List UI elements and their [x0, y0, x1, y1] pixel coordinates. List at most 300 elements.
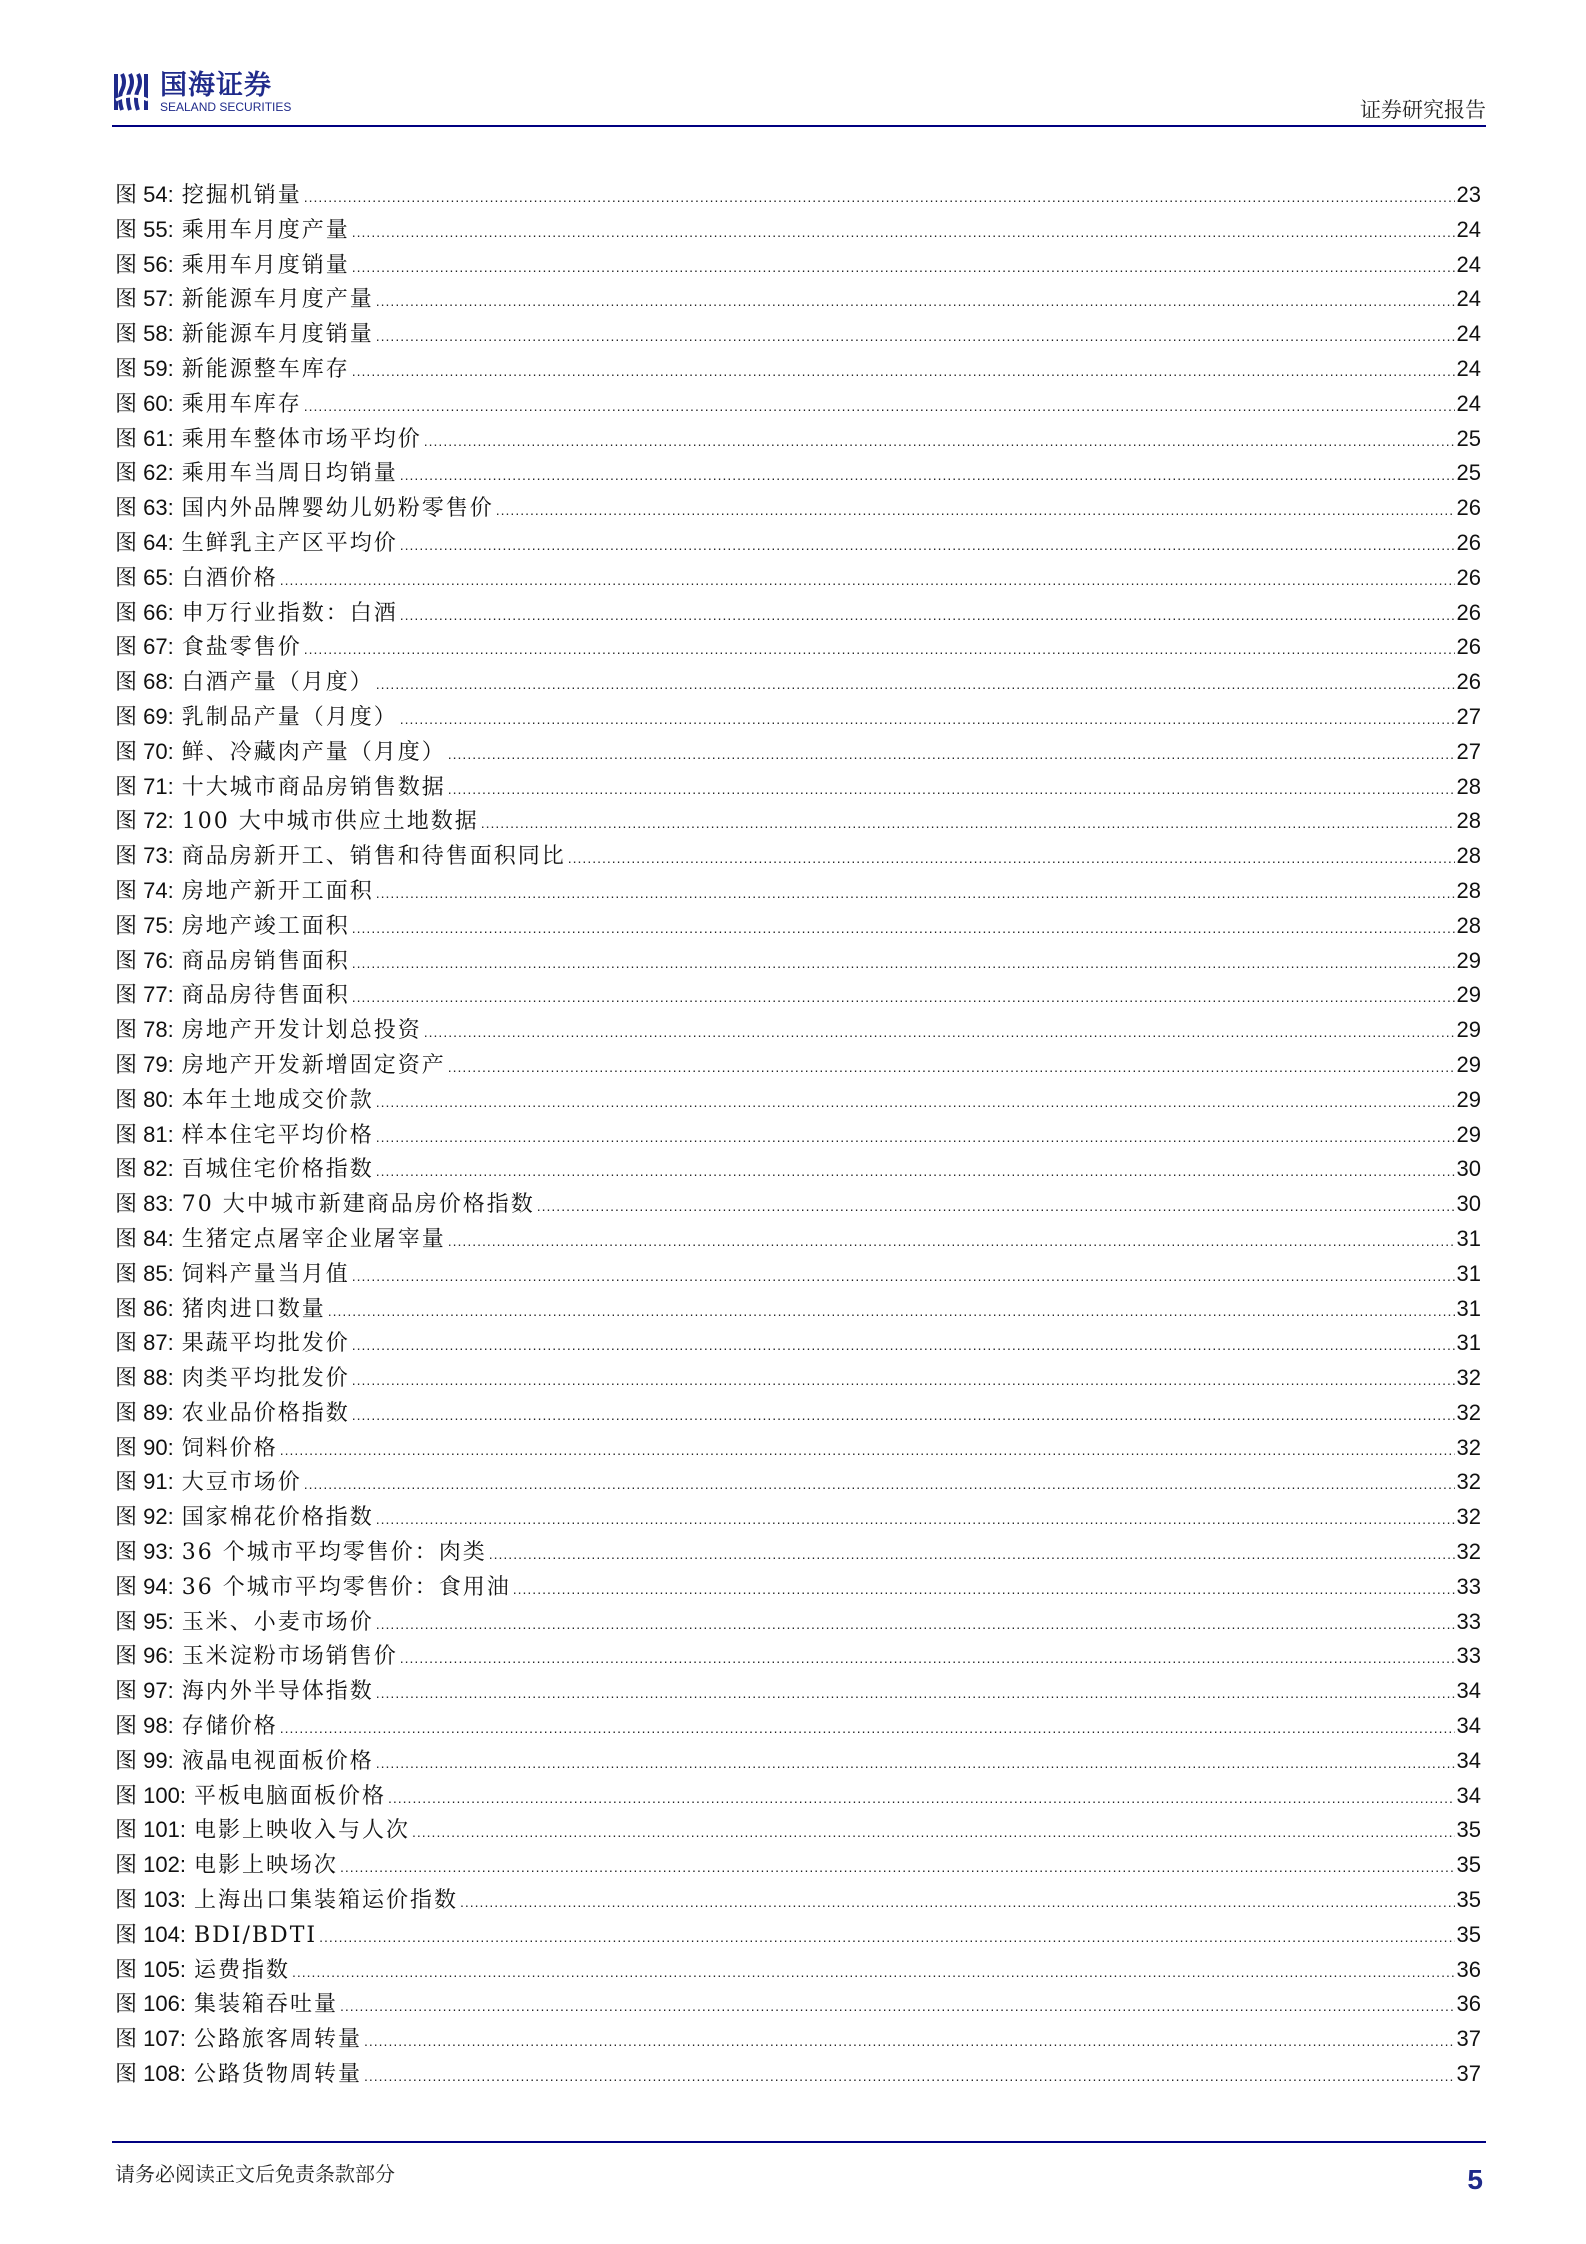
- dot-leader: [388, 1781, 1455, 1816]
- dot-leader: [400, 528, 1455, 563]
- dot-leader: [481, 806, 1455, 841]
- dot-leader: [376, 876, 1455, 911]
- figure-label: 图 97:: [115, 1678, 174, 1705]
- page-ref: 35: [1456, 1817, 1481, 1843]
- figure-number: 63: [143, 495, 168, 521]
- toc-entry[interactable]: [115, 1883, 1481, 1918]
- toc-entry[interactable]: [115, 874, 1481, 909]
- figure-title: 饲料产量当月值: [181, 1261, 350, 1287]
- figure-title: 国内外品牌婴幼儿奶粉零售价: [181, 496, 494, 522]
- figure-prefix: 图: [115, 1192, 138, 1218]
- page-ref: 30: [1456, 1156, 1481, 1182]
- page-ref: 28: [1456, 843, 1481, 869]
- page-ref: 28: [1456, 808, 1481, 834]
- figure-title: 玉米淀粉市场销售价: [181, 1644, 398, 1670]
- page-number: 5: [1467, 2164, 1483, 2195]
- page-ref: 24: [1456, 321, 1481, 347]
- figure-title: 白酒产量（月度）: [181, 670, 374, 696]
- figure-label: 图 73:: [115, 843, 174, 870]
- figure-label: 图 86:: [115, 1295, 174, 1322]
- dot-leader: [424, 1015, 1455, 1050]
- dot-leader: [280, 563, 1455, 598]
- figure-label: 图 78:: [115, 1017, 174, 1044]
- figure-prefix: 图: [115, 1470, 138, 1496]
- figure-prefix: 图: [115, 530, 138, 556]
- page-ref: 26: [1456, 634, 1481, 660]
- figure-title: 肉类平均批发价: [181, 1366, 350, 1392]
- toc-entry[interactable]: [115, 1048, 1481, 1083]
- figure-prefix: 图: [115, 1922, 138, 1948]
- figure-label: 图 76:: [115, 947, 174, 974]
- toc-entry[interactable]: [115, 770, 1481, 805]
- dot-leader: [568, 841, 1455, 876]
- toc-entry[interactable]: [115, 1848, 1481, 1883]
- figure-number: 89: [143, 1399, 168, 1425]
- dot-leader: [376, 1154, 1455, 1189]
- figure-number: 66: [143, 599, 168, 625]
- figure-number: 71: [143, 773, 168, 799]
- toc-entry[interactable]: [115, 1187, 1481, 1222]
- figure-number: 105: [143, 1956, 180, 1982]
- figure-prefix: 图: [115, 1122, 138, 1148]
- toc-entry[interactable]: [115, 1709, 1481, 1744]
- figure-title: 上海出口集装箱运价指数: [193, 1888, 458, 1914]
- toc-entry[interactable]: [115, 1222, 1481, 1257]
- figure-label: 图 74:: [115, 877, 174, 904]
- figure-label: 图 98:: [115, 1713, 174, 1740]
- figure-label: 图 72:: [115, 808, 174, 835]
- figure-title: 饲料价格: [181, 1435, 278, 1461]
- figure-number: 58: [143, 321, 168, 347]
- figure-prefix: 图: [115, 461, 138, 487]
- figure-title: 平板电脑面板价格: [193, 1783, 386, 1809]
- figure-label: 图 102:: [115, 1852, 186, 1879]
- figure-title: 白酒价格: [181, 565, 278, 591]
- figure-prefix: 图: [115, 2027, 138, 2053]
- page-ref: 29: [1456, 947, 1481, 973]
- dot-leader: [352, 946, 1455, 981]
- toc-entry[interactable]: [115, 1292, 1481, 1327]
- dot-leader: [460, 1885, 1455, 1920]
- figure-label: 图 59:: [115, 355, 174, 382]
- figure-number: 98: [143, 1713, 168, 1739]
- figure-label: 图 70:: [115, 738, 174, 765]
- figure-table-of-contents: [115, 178, 1481, 2092]
- toc-entry[interactable]: [115, 213, 1481, 248]
- figure-number: 104: [143, 1921, 180, 1947]
- figure-label: 图 93:: [115, 1539, 174, 1566]
- page-ref: 29: [1456, 1051, 1481, 1077]
- figure-prefix: 图: [115, 844, 138, 870]
- logo-chinese-name: 国海证券: [160, 70, 272, 100]
- figure-prefix: 图: [115, 287, 138, 313]
- toc-entry[interactable]: [115, 456, 1481, 491]
- figure-number: 65: [143, 564, 168, 590]
- figure-prefix: 图: [115, 2062, 138, 2088]
- figure-title: 果蔬平均批发价: [181, 1331, 350, 1357]
- figure-label: 图 69:: [115, 703, 174, 730]
- figure-number: 61: [143, 425, 168, 451]
- page-ref: 36: [1456, 1956, 1481, 1982]
- toc-entry[interactable]: [115, 596, 1481, 631]
- page-ref: 24: [1456, 286, 1481, 312]
- figure-label: 图 54:: [115, 182, 174, 208]
- dot-leader: [364, 2059, 1455, 2094]
- toc-entry[interactable]: [115, 1918, 1481, 1953]
- page-ref: 27: [1456, 703, 1481, 729]
- toc-entry[interactable]: [115, 700, 1481, 735]
- figure-prefix: 图: [115, 391, 138, 417]
- dot-leader: [376, 319, 1455, 354]
- figure-title: 房地产开发新增固定资产: [181, 1052, 446, 1078]
- figure-prefix: 图: [115, 739, 138, 765]
- figure-prefix: 图: [115, 809, 138, 835]
- page-ref: 26: [1456, 564, 1481, 590]
- toc-entry[interactable]: [115, 1744, 1481, 1779]
- figure-title: 猪肉进口数量: [181, 1296, 326, 1322]
- figure-prefix: 图: [115, 1261, 138, 1287]
- dot-leader: [352, 980, 1455, 1015]
- figure-prefix: 图: [115, 600, 138, 626]
- toc-entry[interactable]: [115, 978, 1481, 1013]
- toc-entry[interactable]: [115, 491, 1481, 526]
- figure-number: 108: [143, 2061, 180, 2087]
- toc-entry[interactable]: [115, 909, 1481, 944]
- figure-number: 90: [143, 1434, 168, 1460]
- footer-disclaimer: 请务必阅读正文后免责条款部分: [115, 2162, 395, 2186]
- figure-title: 玉米、小麦市场价: [181, 1609, 374, 1635]
- figure-title: 海内外半导体指数: [181, 1679, 374, 1705]
- figure-label: 图 77:: [115, 982, 174, 1009]
- figure-title: 电影上映收入与人次: [193, 1818, 410, 1844]
- page-ref: 36: [1456, 1991, 1481, 2017]
- dot-leader: [319, 1920, 1454, 1955]
- toc-entry[interactable]: [115, 1083, 1481, 1118]
- figure-label: 图 107:: [115, 2026, 186, 2053]
- dot-leader: [304, 632, 1455, 667]
- figure-prefix: 图: [115, 1296, 138, 1322]
- figure-number: 106: [143, 1991, 180, 2017]
- dot-leader: [340, 1989, 1455, 2024]
- figure-title: 集装箱吞吐量: [193, 1992, 338, 2018]
- dot-leader: [352, 1398, 1455, 1433]
- page-ref: 28: [1456, 912, 1481, 938]
- dot-leader: [448, 772, 1455, 807]
- toc-entry[interactable]: [115, 178, 1481, 213]
- sealand-wave-logo-icon: [112, 70, 152, 114]
- page-ref: 32: [1456, 1469, 1481, 1495]
- page-ref: 37: [1456, 2026, 1481, 2052]
- figure-label: 图 87:: [115, 1330, 174, 1357]
- dot-leader: [352, 354, 1455, 389]
- figure-number: 80: [143, 1086, 168, 1112]
- figure-number: 79: [143, 1051, 168, 1077]
- report-type-label: 证券研究报告: [1360, 98, 1486, 122]
- toc-entry[interactable]: [115, 2022, 1481, 2057]
- figure-label: 图 82:: [115, 1156, 174, 1183]
- figure-number: 94: [143, 1573, 168, 1599]
- toc-entry[interactable]: [115, 248, 1481, 283]
- figure-label: 图 81:: [115, 1121, 174, 1148]
- figure-number: 76: [143, 947, 168, 973]
- dot-leader: [376, 1502, 1455, 1537]
- figure-title: 100 大中城市供应土地数据: [181, 809, 479, 835]
- figure-title: 房地产新开工面积: [181, 878, 374, 904]
- toc-entry[interactable]: [115, 2057, 1481, 2092]
- figure-prefix: 图: [115, 1888, 138, 1914]
- figure-number: 95: [143, 1608, 168, 1634]
- toc-entry[interactable]: [115, 665, 1481, 700]
- dot-leader: [376, 1607, 1455, 1642]
- toc-entry[interactable]: [115, 944, 1481, 979]
- figure-number: 54: [143, 182, 168, 207]
- figure-prefix: 图: [115, 704, 138, 730]
- figure-title: 十大城市商品房销售数据: [181, 774, 446, 800]
- page-ref: 34: [1456, 1678, 1481, 1704]
- dot-leader: [448, 737, 1455, 772]
- page-ref: 28: [1456, 773, 1481, 799]
- figure-label: 图 99:: [115, 1747, 174, 1774]
- figure-number: 57: [143, 286, 168, 312]
- figure-number: 88: [143, 1365, 168, 1391]
- figure-number: 86: [143, 1295, 168, 1321]
- figure-title: 商品房新开工、销售和待售面积同比: [181, 844, 566, 870]
- dot-leader: [448, 1050, 1455, 1085]
- figure-label: 图 80:: [115, 1086, 174, 1113]
- dot-leader: [376, 1120, 1455, 1155]
- dot-leader: [304, 1467, 1455, 1502]
- figure-prefix: 图: [115, 1435, 138, 1461]
- page-ref: 24: [1456, 251, 1481, 277]
- figure-number: 91: [143, 1469, 168, 1495]
- toc-entry[interactable]: [115, 561, 1481, 596]
- toc-entry[interactable]: [115, 1987, 1481, 2022]
- figure-title: 36 个城市平均零售价：肉类: [181, 1540, 487, 1566]
- toc-entry[interactable]: [115, 839, 1481, 874]
- dot-leader: [496, 493, 1455, 528]
- figure-prefix: 图: [115, 565, 138, 591]
- dot-leader: [412, 1815, 1455, 1850]
- toc-entry[interactable]: [115, 282, 1481, 317]
- page-ref: 35: [1456, 1887, 1481, 1913]
- figure-title: 商品房销售面积: [181, 948, 350, 974]
- figure-prefix: 图: [115, 1052, 138, 1078]
- dot-leader: [280, 1433, 1455, 1468]
- figure-prefix: 图: [115, 426, 138, 452]
- page-ref: 33: [1456, 1608, 1481, 1634]
- dot-leader: [400, 598, 1455, 633]
- figure-number: 72: [143, 808, 168, 834]
- dot-leader: [376, 1676, 1455, 1711]
- dot-leader: [352, 911, 1455, 946]
- figure-prefix: 图: [115, 1679, 138, 1705]
- figure-number: 92: [143, 1504, 168, 1530]
- toc-entry[interactable]: [115, 1152, 1481, 1187]
- page-header: [112, 70, 1486, 126]
- toc-entry[interactable]: [115, 1535, 1481, 1570]
- figure-title: 食盐零售价: [181, 635, 302, 661]
- toc-entry[interactable]: [115, 1257, 1481, 1292]
- dot-leader: [364, 2024, 1455, 2059]
- figure-prefix: 图: [115, 183, 138, 208]
- page-ref: 34: [1456, 1713, 1481, 1739]
- page-ref: 23: [1456, 182, 1481, 207]
- page-ref: 32: [1456, 1365, 1481, 1391]
- figure-label: 图 89:: [115, 1399, 174, 1426]
- dot-leader: [352, 215, 1455, 250]
- figure-number: 69: [143, 703, 168, 729]
- figure-label: 图 105:: [115, 1956, 186, 1983]
- page-ref: 34: [1456, 1747, 1481, 1773]
- figure-title: 房地产开发计划总投资: [181, 1018, 422, 1044]
- figure-number: 97: [143, 1678, 168, 1704]
- figure-number: 64: [143, 529, 168, 555]
- figure-title: 乘用车月度销量: [181, 252, 350, 278]
- figure-prefix: 图: [115, 1783, 138, 1809]
- toc-entry[interactable]: [115, 387, 1481, 422]
- toc-entry[interactable]: [115, 630, 1481, 665]
- figure-prefix: 图: [115, 1505, 138, 1531]
- figure-label: 图 75:: [115, 912, 174, 939]
- figure-number: 102: [143, 1852, 180, 1878]
- dot-leader: [304, 180, 1455, 215]
- figure-title: 房地产竣工面积: [181, 913, 350, 939]
- figure-number: 100: [143, 1782, 180, 1808]
- page-ref: 29: [1456, 1086, 1481, 1112]
- dot-leader: [513, 1572, 1455, 1607]
- figure-number: 103: [143, 1887, 180, 1913]
- page-ref: 31: [1456, 1330, 1481, 1356]
- dot-leader: [352, 1328, 1455, 1363]
- figure-title: 公路货物周转量: [193, 2062, 362, 2088]
- page-ref: 24: [1456, 216, 1481, 242]
- figure-title: 新能源车月度产量: [181, 287, 374, 313]
- figure-title: 本年土地成交价款: [181, 1087, 374, 1113]
- toc-entry[interactable]: [115, 1570, 1481, 1605]
- figure-prefix: 图: [115, 1574, 138, 1600]
- figure-prefix: 图: [115, 1331, 138, 1357]
- figure-number: 62: [143, 460, 168, 486]
- page-ref: 30: [1456, 1191, 1481, 1217]
- dot-leader: [376, 1085, 1455, 1120]
- figure-title: 乘用车整体市场平均价: [181, 426, 422, 452]
- toc-entry[interactable]: [115, 317, 1481, 352]
- figure-prefix: 图: [115, 1853, 138, 1879]
- toc-entry[interactable]: [115, 1639, 1481, 1674]
- toc-entry[interactable]: [115, 422, 1481, 457]
- figure-prefix: 图: [115, 1818, 138, 1844]
- logo-english-name: SEALAND SECURITIES: [160, 100, 292, 114]
- figure-number: 77: [143, 982, 168, 1008]
- figure-title: 电影上映场次: [193, 1853, 338, 1879]
- dot-leader: [328, 1294, 1455, 1329]
- figure-title: 生猪定点屠宰企业屠宰量: [181, 1226, 446, 1252]
- toc-entry[interactable]: [115, 1465, 1481, 1500]
- figure-prefix: 图: [115, 635, 138, 661]
- page-ref: 31: [1456, 1225, 1481, 1251]
- figure-number: 70: [143, 738, 168, 764]
- figure-label: 图 83:: [115, 1191, 174, 1218]
- figure-label: 图 100:: [115, 1782, 186, 1809]
- toc-entry[interactable]: [115, 1326, 1481, 1361]
- figure-prefix: 图: [115, 1748, 138, 1774]
- dot-leader: [400, 458, 1455, 493]
- toc-entry[interactable]: [115, 1813, 1481, 1848]
- figure-prefix: 图: [115, 948, 138, 974]
- page-ref: 24: [1456, 390, 1481, 416]
- dot-leader: [352, 250, 1455, 285]
- figure-title: 70 大中城市新建商品房价格指数: [181, 1192, 535, 1218]
- toc-entry[interactable]: [115, 735, 1481, 770]
- toc-entry[interactable]: [115, 1396, 1481, 1431]
- figure-title: 公路旅客周转量: [193, 2027, 362, 2053]
- figure-number: 83: [143, 1191, 168, 1217]
- figure-label: 图 85:: [115, 1260, 174, 1287]
- figure-number: 68: [143, 669, 168, 695]
- page-ref: 32: [1456, 1504, 1481, 1530]
- figure-title: 商品房待售面积: [181, 983, 350, 1009]
- page-ref: 26: [1456, 669, 1481, 695]
- toc-entry[interactable]: [115, 1674, 1481, 1709]
- figure-label: 图 65:: [115, 564, 174, 591]
- page-ref: 26: [1456, 599, 1481, 625]
- toc-entry[interactable]: [115, 1953, 1481, 1988]
- figure-title: 大豆市场价: [181, 1470, 302, 1496]
- figure-number: 107: [143, 2026, 180, 2052]
- toc-entry[interactable]: [115, 352, 1481, 387]
- toc-entry[interactable]: [115, 1605, 1481, 1640]
- figure-label: 图 79:: [115, 1051, 174, 1078]
- page-ref: 37: [1456, 2061, 1481, 2087]
- figure-number: 101: [143, 1817, 180, 1843]
- figure-number: 87: [143, 1330, 168, 1356]
- dot-leader: [424, 424, 1455, 459]
- dot-leader: [400, 1641, 1455, 1676]
- figure-title: 液晶电视面板价格: [181, 1748, 374, 1774]
- toc-entry[interactable]: [115, 804, 1481, 839]
- dot-leader: [292, 1955, 1455, 1990]
- page-ref: 28: [1456, 877, 1481, 903]
- toc-entry[interactable]: [115, 1779, 1481, 1814]
- figure-label: 图 108:: [115, 2061, 186, 2088]
- toc-entry[interactable]: [115, 1431, 1481, 1466]
- figure-label: 图 64:: [115, 529, 174, 556]
- footer-divider: [112, 2141, 1486, 2143]
- figure-prefix: 图: [115, 322, 138, 348]
- dot-leader: [376, 1746, 1455, 1781]
- toc-entry[interactable]: [115, 1500, 1481, 1535]
- figure-label: 图 67:: [115, 634, 174, 661]
- figure-label: 图 88:: [115, 1365, 174, 1392]
- toc-entry[interactable]: [115, 526, 1481, 561]
- dot-leader: [489, 1537, 1455, 1572]
- figure-prefix: 图: [115, 1540, 138, 1566]
- figure-prefix: 图: [115, 1157, 138, 1183]
- toc-entry[interactable]: [115, 1118, 1481, 1153]
- figure-prefix: 图: [115, 356, 138, 382]
- page-ref: 31: [1456, 1295, 1481, 1321]
- page-ref: 26: [1456, 495, 1481, 521]
- figure-number: 85: [143, 1260, 168, 1286]
- toc-entry[interactable]: [115, 1361, 1481, 1396]
- toc-entry[interactable]: [115, 1013, 1481, 1048]
- figure-label: 图 90:: [115, 1434, 174, 1461]
- figure-prefix: 图: [115, 878, 138, 904]
- figure-prefix: 图: [115, 913, 138, 939]
- dot-leader: [400, 702, 1455, 737]
- page-ref: 29: [1456, 1017, 1481, 1043]
- figure-title: 申万行业指数：白酒: [181, 600, 398, 626]
